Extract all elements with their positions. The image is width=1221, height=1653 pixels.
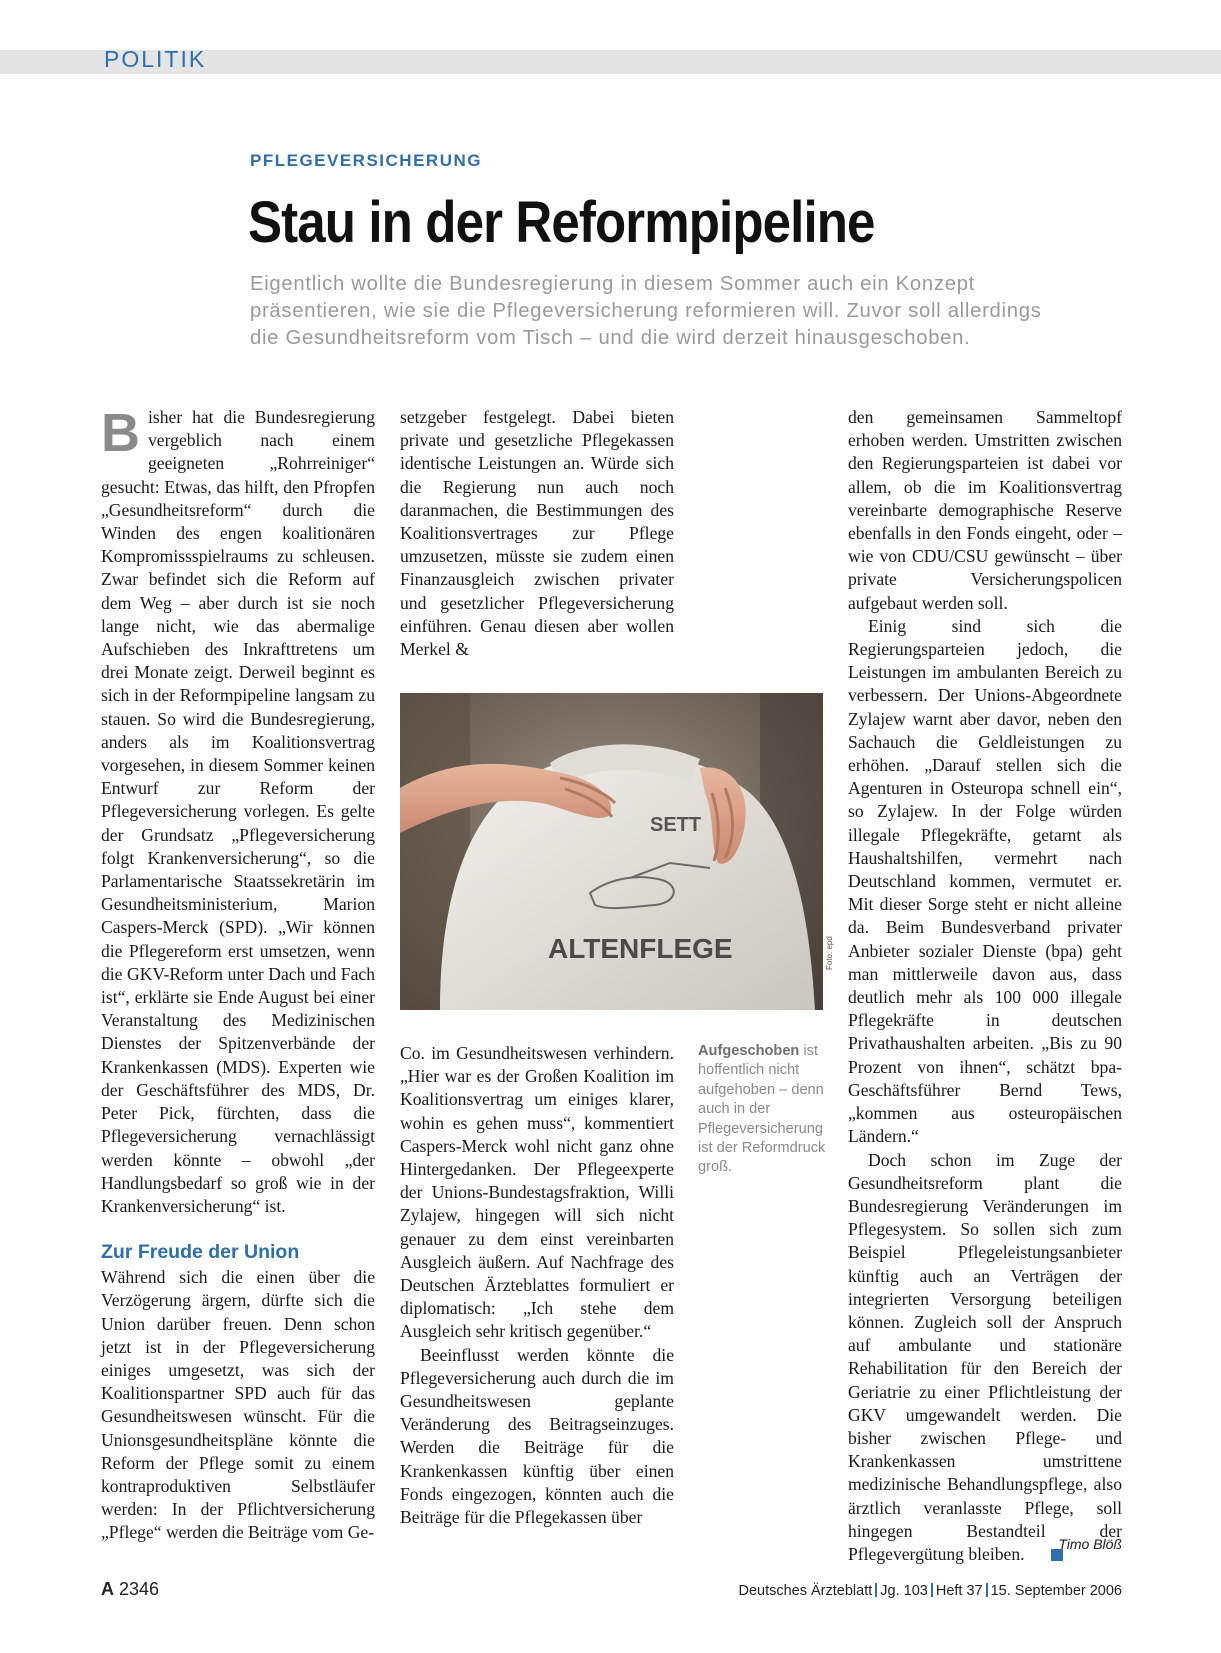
paragraph: Co. im Gesundheitswesen verhindern. „Hier war es der Großen Koalition im Koalitionsvertrag um einiges klarer, wohin es gehen muss“, kommentiert Caspers-Merck wohl nicht ganz ohne Hintergedanken. Der Pflegeexperte der Unions-Bundestagsfraktion, Willi Zylajew, hingegen will sich nicht genauer zu dem einst vereinbarten Ausgleich äußern. Auf Nachfrage des Deutschen Ärzteblattes formuliert er diplomatisch: „Ich stehe dem Ausgleich sehr kritisch gegenüber.“ — [400, 1043, 674, 1342]
paragraph — [101, 403, 375, 1218]
caption-text: ist hoffentlich nicht aufgehoben – denn auch in der Pflegeversicherung ist der Reformdruck groß. — [698, 1043, 826, 1176]
article-photo — [400, 693, 823, 1010]
issue-date: 15. September 2006 — [990, 1583, 1122, 1599]
author: Timo Blöß — [1058, 1536, 1122, 1552]
footer-citation — [700, 1583, 1122, 1599]
photo-credit: Foto: epd — [825, 936, 834, 970]
paragraph: Beeinflusst werden könnte die Pflegeversicherung auch durch die im Gesundheitswesen geplante Veränderung des Beitragseinzuges. Werden die Beiträge für die Krankenkassen künftig über einen Fonds eingezogen, könnten auch die Beiträge für die Pflegekassen über — [400, 1344, 674, 1528]
paragraph: setzgeber festgelegt. Dabei bieten private und gesetzliche Pflegekassen identische Leistungen an. Würde sich die Regierung nun auch noch daranmachen, die Bestimmungen des Koalitionsvertrages zur Pflege umzusetzen, müsste sie zudem einen Finanzausgleich zwischen privater und gesetzlicher Pflegeversicherung einführen. Genau diesen aber wollen Merkel & — [400, 407, 674, 660]
column-2-top — [400, 406, 674, 661]
photo-caption — [698, 1042, 828, 1178]
issue: Heft 37 — [935, 1583, 983, 1599]
section-label: POLITIK — [104, 46, 207, 72]
paragraph-text: isher hat die Bundesregierung vergeblich nach einem geeigneten „Rohrreiniger“ gesucht: Etwas, das hilft, den Pfropfen „Gesundheitsreform“ durch die Winden des engen koalitionären Kompromissspielraums zu schleusen. Zwar befindet sich die Reform auf dem Weg – aber durch ist sie noch lange nicht, wie das abermalige Aufschieben des Inkrafttretens um drei Monate zeigt. Derweil beginnt es sich in der Reformpipeline langsam zu stauen. So wird die Bundesregierung, anders als im Koalitionsvertrag vorgesehen, in diesem Sommer keinen Entwurf zur Reform der Pflegeversicherung vorlegen. Es gelte der Grundsatz „Pflegeversicherung folgt Krankenversicherung“, so die Parlamentarische Staatssekretärin im Gesundheitsministerium, Marion Caspers-Merck (SPD). „Wir können die Pflegereform erst umsetzen, wenn die GKV-Reform unter Dach und Fach ist“, erklärte sie Ende August bei einer Veranstaltung des Medizinischen Dienstes der Spitzenverbände der Krankenkassen (MDS). Experten wie der Geschäftsführer des MDS, Dr. Peter Pick, fürchten, dass die Pflegeversicherung vernachlässigt werden könnte – obwohl „der Handlungsbedarf so groß wie in der Krankenversicherung“ ist. — [101, 407, 375, 1216]
journal-name: Deutsches Ärzteblatt — [738, 1583, 873, 1599]
article-title: Stau in der Reformpipeline — [248, 190, 875, 255]
volume: Jg. 103 — [880, 1583, 928, 1599]
paragraph — [848, 1149, 1122, 1567]
shirt-text-top: SETT — [650, 814, 702, 836]
column-3 — [848, 406, 1122, 1566]
column-2-bottom — [400, 1042, 674, 1529]
caption-bold: Aufgeschoben — [698, 1043, 800, 1059]
photo-illustration — [400, 693, 823, 1010]
paragraph: Einig sind sich die Regierungsparteien jedoch, die Leistungen im ambulanten Bereich zu verbessern. Der Unions-Abgeordnete Zylajew warnt aber davor, neben den Sachauch die Geldleistungen zu erhöhen. „Darauf stellen sich die Agenturen in Osteuropa schnell ein“, so Zylajew. In der Folge würden illegale Pflegekräfte, getarnt als Haushaltshilfen, vermehrt nach Deutschland kommen, vermutet er. Mit dieser Sorge steht er nicht alleine da. Beim Bundesverband privater Anbieter sozialer Dienste (bpa) geht man mittlerweile davon aus, dass deutlich mehr als 100 000 illegale Pflegekräfte in deutschen Privathaushalten arbeiten. „Bis zu 90 Prozent von ihnen“, schätzt bpa-Geschäftsführer Bernd Tews, „kommen aus osteuropäischen Ländern.“ — [848, 615, 1122, 1147]
separator — [931, 1583, 933, 1597]
page-prefix: A — [101, 1579, 114, 1599]
article-kicker: PFLEGEVERSICHERUNG — [250, 151, 482, 170]
shirt-text-main: ALTENFLEGE — [548, 933, 733, 964]
paragraph: Während sich die einen über die Verzögerung ärgern, dürfte sich die Union darüber freuen. Denn schon jetzt ist in der Pflegeversicherung einiges umgesetzt, was sich der Koalitionspartner SPD auch für das Gesundheitswesen wünscht. Für die Unionsgesundheitspläne könnte die Reform der Pflege somit zu einem kontraproduktiven Selbstläufer werden: In der Pflichtversicherung „Pflege“ werden die Beiträge vom Ge- — [101, 1267, 375, 1543]
separator — [986, 1583, 988, 1597]
page-number-value: 2346 — [119, 1579, 160, 1599]
page-number — [101, 1579, 159, 1600]
lead-line: präsentieren, wie sie die Pflegeversicherung reformieren will. Zuvor soll allerdings — [250, 300, 1042, 322]
column-1 — [101, 403, 375, 1545]
paragraph: den gemeinsamen Sammeltopf erhoben werden. Umstritten zwischen den Regierungsparteien ist dabei vor allem, ob die im Koalitionsvertrag vereinbarte demographische Reserve ebenfalls in den Fonds eingeht, oder – wie von CDU/CSU gewünscht – über private Versicherungspolicen aufgebaut werden soll. — [848, 407, 1122, 613]
paragraph-text: Doch schon im Zuge der Gesundheitsreform plant die Bundesregierung Veränderungen im Pflegesystem. So sollen sich zum Beispiel Pflegeleistungsanbieter künftig auch an Verträgen der integrierten Versorgung beteiligen können. Zugleich soll der Anspruch auf ambulante und stationäre Rehabilitation für den Bereich der Geriatrie zu einer Pflichtleistung der GKV umgewandelt werden. Die bisher zwischen Pflege- und Krankenkassen umstrittene medizinische Behandlungspflege, also ärztlich veranlasste Pflege, soll hingegen Bestandteil der Pflegevergütung bleiben. — [848, 1149, 1122, 1564]
lead-line: Eigentlich wollte die Bundesregierung in diesem Sommer auch ein Konzept — [250, 273, 976, 295]
separator — [875, 1583, 877, 1597]
subheading: Zur Freude der Union — [101, 1241, 300, 1264]
article-lead — [250, 271, 1130, 352]
dropcap: B — [101, 403, 140, 463]
lead-line: die Gesundheitsreform vom Tisch – und die wird derzeit hinausgeschoben. — [250, 327, 971, 349]
